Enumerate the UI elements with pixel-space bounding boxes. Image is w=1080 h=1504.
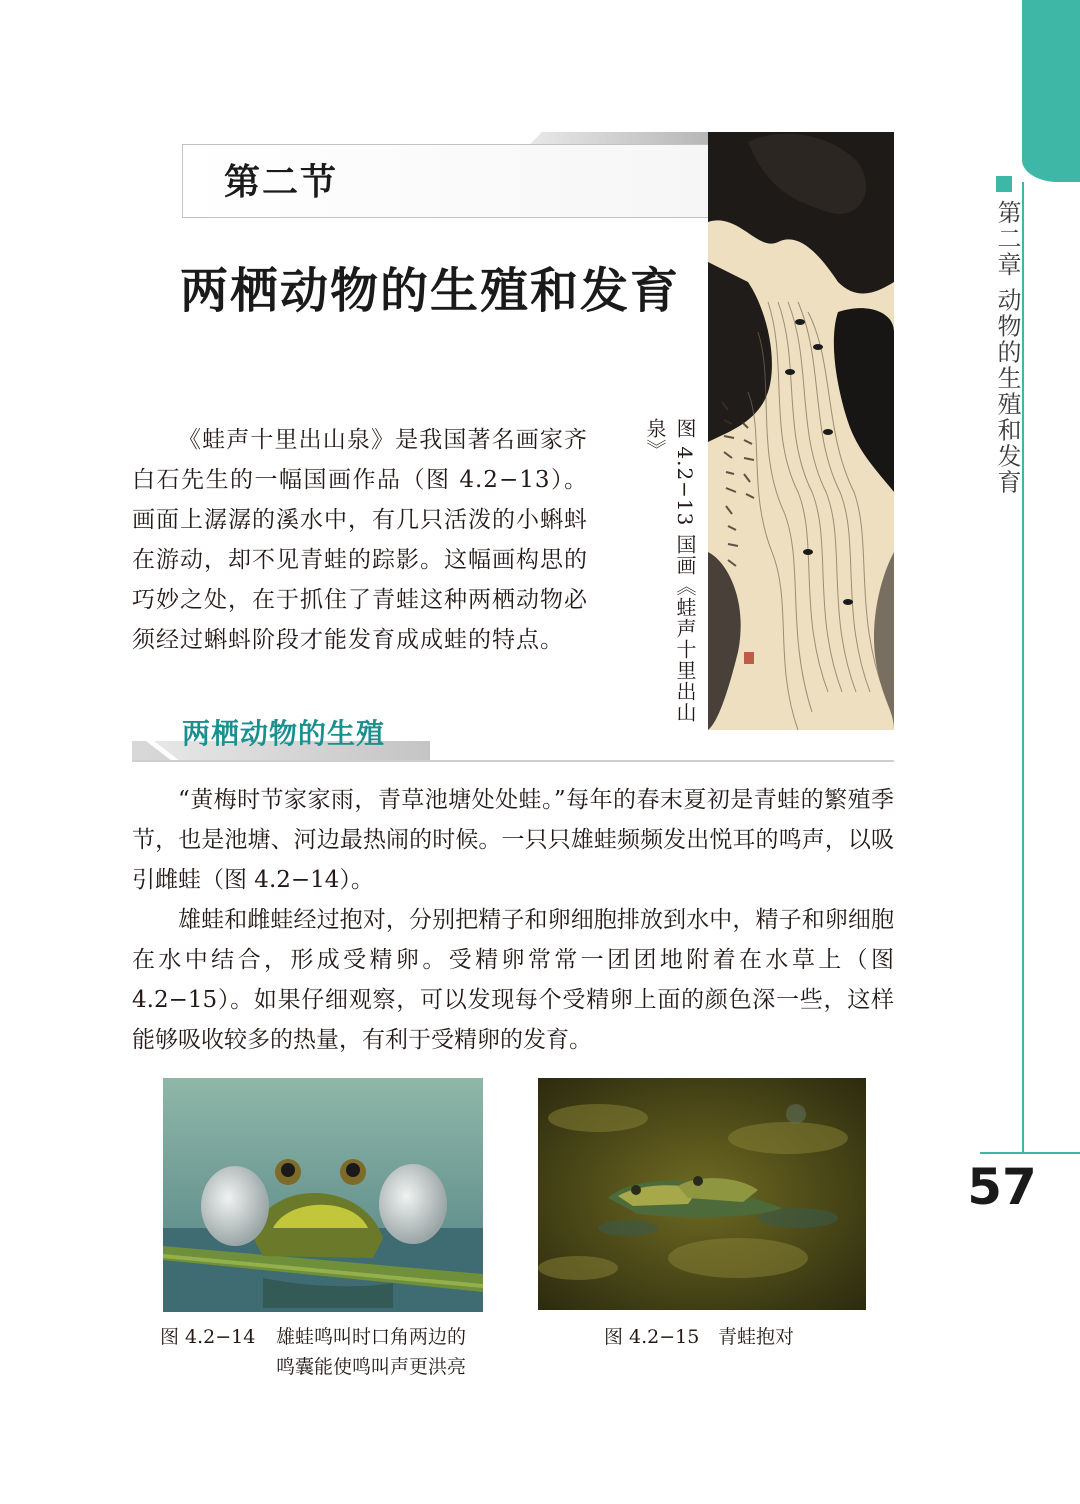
section-label: 第二节 — [224, 162, 339, 203]
figure-caption-2 — [604, 1322, 864, 1352]
ink-painting-image — [708, 132, 894, 730]
body-paragraph-1: “黄梅时节家家雨，青草池塘处处蛙。”每年的春末夏初是青蛙的繁殖季节，也是池塘、河边最热闹的时候。一只只雄蛙频频发出悦耳的鸣声，以吸引雌蛙（图 4.2−14）。 — [132, 787, 894, 893]
page-title: 两栖动物的生殖和发育 — [180, 263, 681, 319]
section-header-accent — [530, 132, 710, 144]
figure-caption-2-line-1: 青蛙抱对 — [718, 1326, 795, 1348]
intro-paragraph: 《蛙声十里出山泉》是我国著名画家齐白石先生的一幅国画作品（图 4.2−13）。画面上潺潺的溪水中，有几只活泼的小蝌蚪在游动，却不见青蛙的踪影。这幅画构思的巧妙之处，在于抓住了青蛙这种两栖动物必须经过蝌蚪阶段才能发育成成蛙的特点。 — [132, 427, 588, 653]
page-number: 57 — [967, 1158, 1037, 1216]
subsection-title: 两栖动物的生殖 — [182, 717, 386, 750]
frogs-amplexus-drawing — [538, 1078, 866, 1310]
body-text — [132, 780, 894, 1060]
figure-caption-1-line-1: 雄蛙鸣叫时口角两边的 — [276, 1326, 467, 1348]
figure-number-1: 图 4.2−14 — [160, 1326, 256, 1348]
painting-caption: 图 4.2−13 国画《蛙声十里出山泉》 — [643, 418, 697, 723]
chapter-marker-square — [996, 176, 1012, 192]
subsection-rule — [132, 760, 894, 762]
figure-number-2: 图 4.2−15 — [604, 1326, 700, 1348]
running-chapter-title: 第二章 动物的生殖和发育 — [993, 200, 1021, 496]
page-number-rule — [980, 1152, 1080, 1154]
figure-caption-1-line-2: 鸣囊能使鸣叫声更洪亮 — [276, 1356, 467, 1378]
ink-painting-drawing — [708, 132, 894, 730]
frog-calling-drawing — [163, 1078, 483, 1312]
frogs-amplexus-photo — [538, 1078, 866, 1310]
body-paragraph-2: 雄蛙和雌蛙经过抱对，分别把精子和卵细胞排放到水中，精子和卵细胞在水中结合，形成受精卵。受精卵常常一团团地附着在水草上（图 4.2−15）。如果仔细观察，可以发现每个受精卵上面的颜色深一些，这样能够吸收较多的热量，有利于受精卵的发育。 — [132, 907, 894, 1053]
intro-text — [132, 420, 588, 660]
figure-caption-1 — [160, 1322, 500, 1382]
chapter-tab — [1022, 0, 1080, 182]
frog-calling-photo — [163, 1078, 483, 1312]
